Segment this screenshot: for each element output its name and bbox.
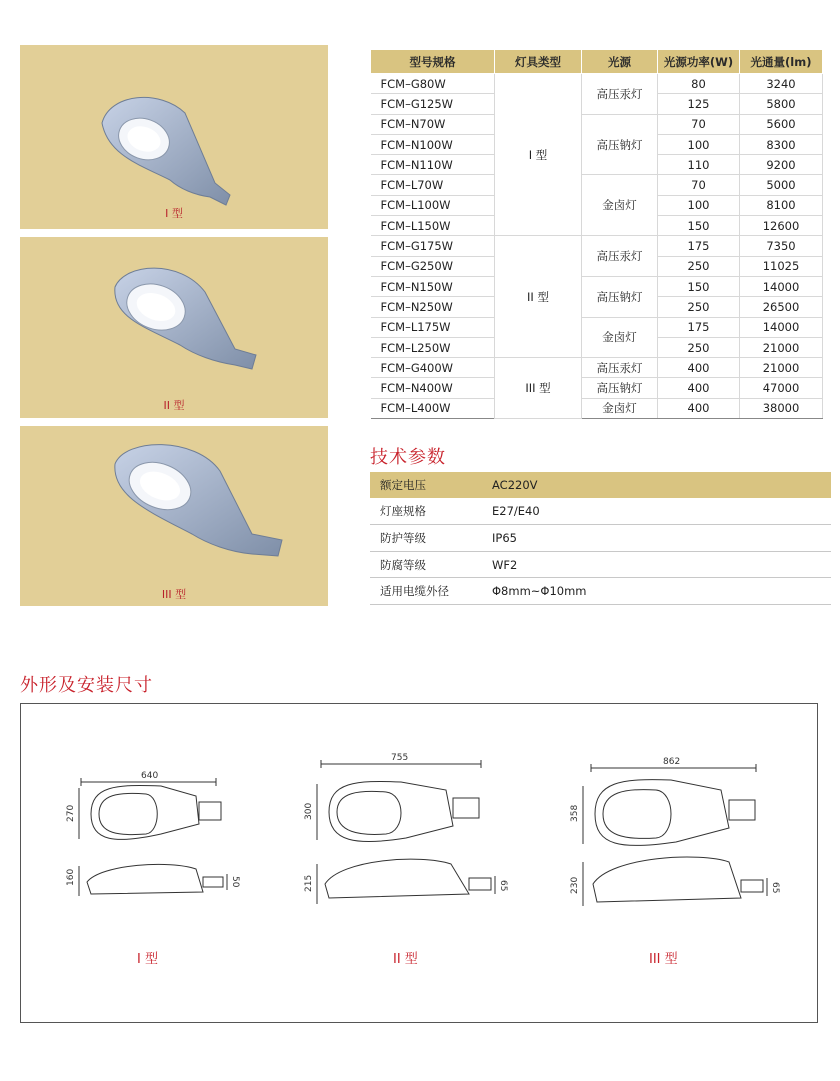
dim-pipe: 65 bbox=[498, 880, 508, 892]
model-cell: FCM–L150W bbox=[371, 216, 495, 236]
dim-height: 300 bbox=[304, 802, 314, 820]
table-row bbox=[371, 398, 823, 418]
flux-cell: 3240 bbox=[740, 74, 823, 94]
flux-cell: 14000 bbox=[740, 317, 823, 337]
flux-cell: 26500 bbox=[740, 297, 823, 317]
table-row bbox=[371, 114, 823, 134]
dim-height: 358 bbox=[570, 804, 580, 822]
power-cell: 70 bbox=[658, 175, 740, 195]
flux-cell: 21000 bbox=[740, 337, 823, 357]
param-value: Φ8mm~Φ10mm bbox=[480, 578, 831, 605]
flux-cell: 21000 bbox=[740, 358, 823, 378]
model-cell: FCM–L100W bbox=[371, 195, 495, 215]
flux-cell: 5000 bbox=[740, 175, 823, 195]
product-panel-1 bbox=[20, 45, 328, 229]
model-cell: FCM–N400W bbox=[371, 378, 495, 398]
model-cell: FCM–G125W bbox=[371, 94, 495, 114]
header-cell: 型号规格 bbox=[371, 50, 495, 74]
power-cell: 175 bbox=[658, 236, 740, 256]
product-panel-3 bbox=[20, 426, 328, 606]
param-key: 灯座规格 bbox=[370, 498, 480, 525]
dim-side-height: 160 bbox=[66, 868, 76, 886]
product-label: I 型 bbox=[165, 207, 183, 220]
flux-cell: 8100 bbox=[740, 195, 823, 215]
table-row bbox=[371, 317, 823, 337]
source-cell: 高压汞灯 bbox=[582, 74, 658, 115]
source-cell: 金卤灯 bbox=[582, 398, 658, 418]
dim-length: 640 bbox=[141, 771, 159, 781]
source-cell: 高压钠灯 bbox=[582, 378, 658, 398]
source-cell: 高压汞灯 bbox=[582, 236, 658, 277]
spec-table bbox=[370, 49, 823, 419]
type-cell: II 型 bbox=[495, 236, 582, 358]
dim-length: 862 bbox=[663, 757, 681, 767]
param-value: WF2 bbox=[480, 551, 831, 578]
header-cell: 灯具类型 bbox=[495, 50, 582, 74]
source-cell: 高压钠灯 bbox=[582, 114, 658, 175]
model-cell: FCM–G400W bbox=[371, 358, 495, 378]
drawing-type-label: III 型 bbox=[649, 952, 678, 967]
table-row bbox=[371, 358, 823, 378]
power-cell: 70 bbox=[658, 114, 740, 134]
flux-cell: 14000 bbox=[740, 276, 823, 296]
dim-side-height: 230 bbox=[570, 876, 580, 894]
street-lamp-image bbox=[20, 45, 328, 229]
table-row bbox=[371, 276, 823, 296]
dimensions-title: 外形及安装尺寸 bbox=[20, 675, 153, 696]
param-row bbox=[370, 551, 831, 578]
power-cell: 250 bbox=[658, 256, 740, 276]
flux-cell: 5800 bbox=[740, 94, 823, 114]
table-row bbox=[371, 378, 823, 398]
flux-cell: 9200 bbox=[740, 155, 823, 175]
power-cell: 400 bbox=[658, 378, 740, 398]
param-key: 适用电缆外径 bbox=[370, 578, 480, 605]
dim-length: 755 bbox=[391, 753, 409, 763]
power-cell: 400 bbox=[658, 358, 740, 378]
param-row bbox=[370, 578, 831, 605]
param-row bbox=[370, 472, 831, 498]
model-cell: FCM–G80W bbox=[371, 74, 495, 94]
params-table bbox=[370, 472, 831, 605]
param-row bbox=[370, 525, 831, 552]
tech-params-title: 技术参数 bbox=[370, 447, 446, 468]
flux-cell: 11025 bbox=[740, 256, 823, 276]
power-cell: 150 bbox=[658, 216, 740, 236]
dim-height: 270 bbox=[66, 804, 76, 822]
model-cell: FCM–N110W bbox=[371, 155, 495, 175]
flux-cell: 12600 bbox=[740, 216, 823, 236]
flux-cell: 7350 bbox=[740, 236, 823, 256]
table-row bbox=[371, 236, 823, 256]
header-cell: 光源功率(W) bbox=[658, 50, 740, 74]
power-cell: 250 bbox=[658, 297, 740, 317]
param-key: 额定电压 bbox=[370, 472, 480, 498]
power-cell: 250 bbox=[658, 337, 740, 357]
model-cell: FCM–N70W bbox=[371, 114, 495, 134]
model-cell: FCM–L70W bbox=[371, 175, 495, 195]
source-cell: 金卤灯 bbox=[582, 175, 658, 236]
table-row bbox=[371, 74, 823, 94]
source-cell: 金卤灯 bbox=[582, 317, 658, 358]
flux-cell: 8300 bbox=[740, 134, 823, 154]
flux-cell: 38000 bbox=[740, 398, 823, 418]
dim-pipe: 65 bbox=[770, 882, 780, 894]
power-cell: 400 bbox=[658, 398, 740, 418]
source-cell: 高压钠灯 bbox=[582, 276, 658, 317]
type-cell: III 型 bbox=[495, 358, 582, 419]
product-label: II 型 bbox=[163, 399, 185, 412]
dim-pipe: 50 bbox=[230, 876, 240, 888]
table-row bbox=[371, 175, 823, 195]
model-cell: FCM–N250W bbox=[371, 297, 495, 317]
drawing-type-label: I 型 bbox=[137, 952, 158, 967]
model-cell: FCM–N100W bbox=[371, 134, 495, 154]
power-cell: 100 bbox=[658, 134, 740, 154]
param-row bbox=[370, 498, 831, 525]
street-lamp-image bbox=[20, 426, 328, 606]
drawing-type-label: II 型 bbox=[393, 952, 418, 967]
power-cell: 110 bbox=[658, 155, 740, 175]
flux-cell: 5600 bbox=[740, 114, 823, 134]
model-cell: FCM–L400W bbox=[371, 398, 495, 418]
power-cell: 125 bbox=[658, 94, 740, 114]
source-cell: 高压汞灯 bbox=[582, 358, 658, 378]
header-cell: 光通量(lm) bbox=[740, 50, 823, 74]
product-label: III 型 bbox=[161, 588, 187, 601]
power-cell: 100 bbox=[658, 195, 740, 215]
model-cell: FCM–N150W bbox=[371, 276, 495, 296]
spec-header-row bbox=[371, 50, 823, 74]
flux-cell: 47000 bbox=[740, 378, 823, 398]
param-value: IP65 bbox=[480, 525, 831, 552]
power-cell: 175 bbox=[658, 317, 740, 337]
param-value: E27/E40 bbox=[480, 498, 831, 525]
dim-side-height: 215 bbox=[304, 874, 314, 892]
dimension-drawings-frame bbox=[20, 703, 818, 1023]
header-cell: 光源 bbox=[582, 50, 658, 74]
param-value: AC220V bbox=[480, 472, 831, 498]
power-cell: 150 bbox=[658, 276, 740, 296]
model-cell: FCM–G175W bbox=[371, 236, 495, 256]
dimension-drawings bbox=[21, 704, 819, 1024]
power-cell: 80 bbox=[658, 74, 740, 94]
type-cell: I 型 bbox=[495, 74, 582, 236]
model-cell: FCM–L175W bbox=[371, 317, 495, 337]
street-lamp-image bbox=[20, 237, 328, 418]
param-key: 防腐等级 bbox=[370, 551, 480, 578]
model-cell: FCM–G250W bbox=[371, 256, 495, 276]
param-key: 防护等级 bbox=[370, 525, 480, 552]
model-cell: FCM–L250W bbox=[371, 337, 495, 357]
product-panel-2 bbox=[20, 237, 328, 418]
